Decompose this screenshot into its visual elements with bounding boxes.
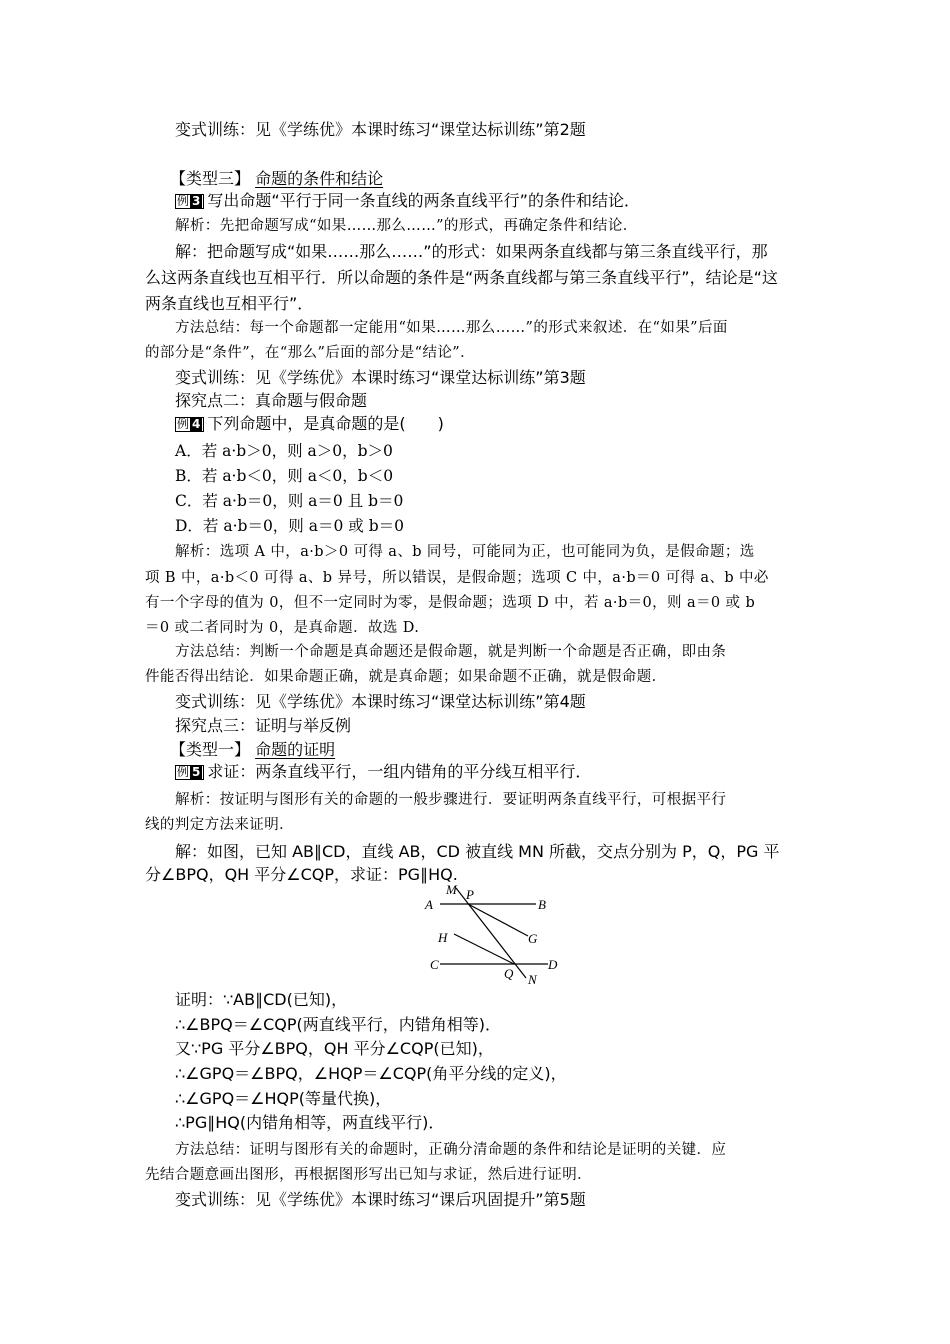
solution-3-line1: 解：把命题写成“如果……那么……”的形式：如果两条直线都与第三条直线平行，那 <box>175 242 768 261</box>
variant-training-5: 变式训练：见《学练优》本课时练习“课后巩固提升”第5题 <box>175 1190 586 1209</box>
variant-training-4: 变式训练：见《学练优》本课时练习“课堂达标训练”第4题 <box>175 692 586 711</box>
label-d: D <box>548 957 558 972</box>
option-b: B．若 a·b＜0，则 a＜0，b＜0 <box>175 467 394 485</box>
type-one-heading <box>170 738 835 762</box>
parallel-lines-figure <box>420 880 570 990</box>
proof-line1: 证明：∵AB∥CD(已知)， <box>175 990 348 1009</box>
proof-line4: ∴∠GPQ＝∠BPQ，∠HQP＝∠CQP(角平分线的定义)， <box>175 1064 567 1083</box>
proof-line6: ∴PG∥HQ(内错角相等，两直线平行)． <box>175 1113 445 1132</box>
solution-5-line1: 解：如图，已知 AB∥CD，直线 AB，CD 被直线 MN 所截，交点分别为 P，Q，PG 平 <box>175 842 780 861</box>
label-h: H <box>438 930 448 945</box>
section-heading-2: 探究点二：真命题与假命题 <box>175 391 368 410</box>
method-summary-5-line2: 先结合题意画出图形，再根据图形写出已知与求证，然后进行证明． <box>145 1167 592 1183</box>
method-summary-5-line1: 方法总结：证明与图形有关的命题时，正确分清命题的条件和结论是证明的关键．应 <box>175 1142 727 1158</box>
option-d: D．若 a·b＝0，则 a＝0 或 b＝0 <box>175 517 404 535</box>
label-c: C <box>430 957 439 972</box>
bisector-qh <box>454 934 514 964</box>
method-summary-4-line1: 方法总结：判断一个命题是真命题还是假命题，就是判断一个命题是否正确，即由条 <box>175 644 727 660</box>
analysis-4-line1: 解析：选项 A 中，a·b＞0 可得 a、b 同号，可能同为正，也可能同为负，是假命题；选 <box>175 544 755 560</box>
label-n: N <box>528 972 537 987</box>
type-title: 命题的证明 <box>255 740 336 759</box>
type-three-heading <box>170 167 835 191</box>
variant-training-1: 变式训练：见《学练优》本课时练习“课堂达标训练”第2题 <box>175 120 586 139</box>
example-4-text: 下列命题中，是真命题的是( ) <box>207 414 444 433</box>
example-badge: 例 3 <box>175 194 204 209</box>
example-4-question <box>175 412 840 436</box>
bisector-pg <box>468 904 528 936</box>
label-a: A <box>425 897 433 912</box>
label-b: B <box>538 897 546 912</box>
type-title: 命题的条件和结论 <box>255 169 384 188</box>
proof-line2: ∴∠BPQ＝∠CQP(两直线平行，内错角相等)． <box>175 1015 501 1034</box>
example-3-text: 写出命题“平行于同一条直线的两条直线平行”的条件和结论． <box>207 191 640 210</box>
method-summary-3-line2: 的部分是“条件”，在“那么”后面的部分是“结论”． <box>145 345 475 361</box>
solution-3-line3: 两条直线也互相平行”． <box>145 294 314 313</box>
example-badge: 例 5 <box>175 765 204 780</box>
example-badge: 例 4 <box>175 417 204 432</box>
proof-line5: ∴∠GPQ＝∠HQP(等量代换)， <box>175 1089 392 1108</box>
analysis-5-line2: 线的判定方法来证明． <box>145 817 294 833</box>
label-q: Q <box>504 966 514 981</box>
analysis-3: 解析：先把命题写成“如果……那么……”的形式，再确定条件和结论． <box>175 218 638 234</box>
label-p: P <box>466 887 474 902</box>
analysis-4-line4: ＝0 或二者同时为 0，是真命题．故选 D. <box>145 620 420 636</box>
option-a: A．若 a·b＞0，则 a＞0，b＞0 <box>175 442 393 460</box>
analysis-4-line2: 项 B 中，a·b＜0 可得 a、b 异号，所以错误，是假命题；选项 C 中，a·b＝0 可得 a、b 中必 <box>145 570 769 586</box>
section-heading-3: 探究点三：证明与举反例 <box>175 716 352 735</box>
type-tag: 【类型三】 <box>170 169 251 188</box>
type-tag: 【类型一】 <box>170 740 251 759</box>
example-5-text: 求证：两条直线平行，一组内错角的平分线互相平行． <box>207 762 592 781</box>
solution-5-line2: 分∠BPQ，QH 平分∠CQP，求证：PG∥HQ. <box>145 865 458 884</box>
option-c: C．若 a·b＝0，则 a＝0 且 b＝0 <box>175 492 404 510</box>
proof-line3: 又∵PG 平分∠BPQ，QH 平分∠CQP(已知)， <box>175 1039 494 1058</box>
solution-3-line2: 么这两条直线也互相平行．所以命题的条件是“两条直线都与第三条直线平行”，结论是“这 <box>145 268 778 287</box>
example-5-question <box>175 760 840 784</box>
variant-training-3: 变式训练：见《学练优》本课时练习“课堂达标训练”第3题 <box>175 368 586 387</box>
analysis-5-line1: 解析：按证明与图形有关的命题的一般步骤进行．要证明两条直线平行，可根据平行 <box>175 792 727 808</box>
label-m: M <box>446 882 457 897</box>
example-3-question <box>175 189 840 213</box>
method-summary-3-line1: 方法总结：每一个命题都一定能用“如果……那么……”的形式来叙述．在“如果”后面 <box>175 320 728 336</box>
analysis-4-line3: 有一个字母的值为 0，但不一定同时为零，是假命题；选项 D 中，若 a·b＝0，则 a＝0 或 b <box>145 595 756 611</box>
method-summary-4-line2: 件能否得出结论．如果命题正确，就是真命题；如果命题不正确，就是假命题． <box>145 669 667 685</box>
label-g: G <box>528 931 538 946</box>
